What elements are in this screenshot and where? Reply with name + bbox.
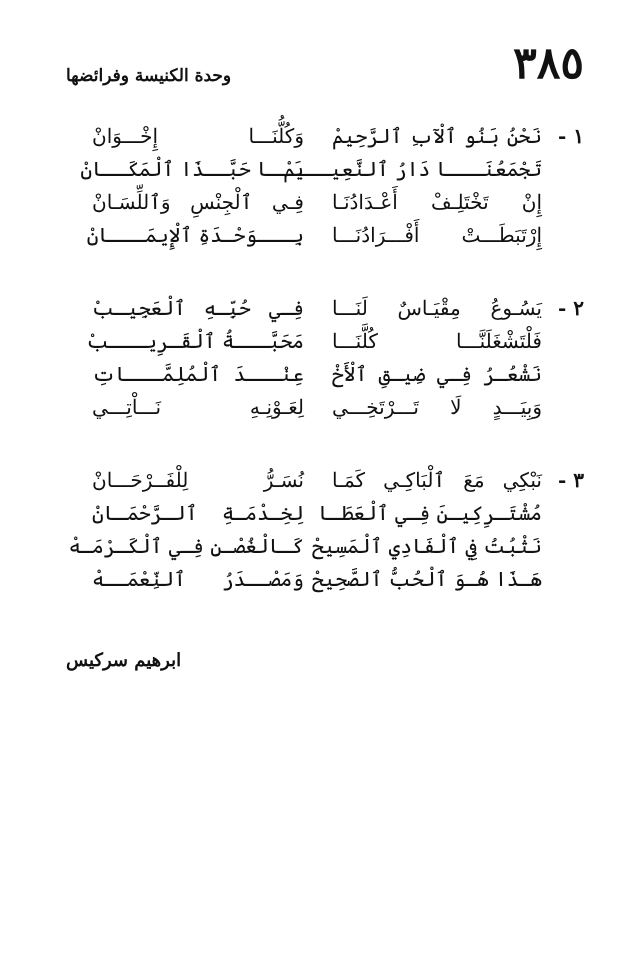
verse-line xyxy=(64,393,584,426)
verse-second-hemistich: نُسَـرُّ لِلْفَــرْحَـــانْ xyxy=(92,468,304,492)
stanza-number: ٢ - xyxy=(557,296,584,320)
verse-line xyxy=(64,221,584,254)
verse-line xyxy=(64,155,584,188)
verse-line xyxy=(64,188,584,221)
stanza-1 xyxy=(64,122,584,254)
verse-first-hemistich: نَشْعُـرُ فِـي ضِيـقِ ٱلْأَخْ xyxy=(332,362,542,386)
verse-first-hemistich: نَبْكِي مَعَ ٱلْبَاكِـي كَمَـا xyxy=(332,468,542,492)
verse-second-hemistich: كَـالْغُصْـنِ فِـي ٱلْكَـرْمَـهْ xyxy=(68,534,304,558)
verse-first-hemistich: وَبِيَـــدٍ لَا تَـــرْتَخِـــي xyxy=(332,395,542,419)
verse-second-hemistich: يَــا حَبَّــذَا ٱلْمَكَــانْ xyxy=(80,157,304,181)
verse-second-hemistich: لِخِـدْمَـةِ ٱلـرَّحْمَـانْ xyxy=(92,501,304,525)
stanza-3 xyxy=(64,466,584,598)
verse-line xyxy=(64,466,584,499)
verse-first-hemistich: نَحْنُ بَنُو ٱلْآبِ ٱلرَّحِيمْ xyxy=(332,124,542,148)
verse-first-hemistich: إِرْتَبَطَـــتْ أَفْـــرَادُنَـــا xyxy=(332,223,542,247)
verse-second-hemistich: وَكُلُّنَـــا إِخْـــوَانْ xyxy=(92,124,304,148)
verse-line xyxy=(64,122,584,155)
verse-first-hemistich: هَـذَا هُـوَ ٱلْحُبُّ ٱلصَّحِيحْ xyxy=(311,567,542,591)
verse-line xyxy=(64,499,584,532)
stanza-2 xyxy=(64,294,584,426)
verse-first-hemistich: فَلْتَشْغَلَنَّـــا كُلَّنَـــا xyxy=(332,329,542,353)
verse-second-hemistich: لِعَـوْنِـهِ نَـــاْتِـــي xyxy=(92,395,304,419)
running-header: وحدة الكنيسة وفرائضها xyxy=(66,66,232,86)
verse-line xyxy=(64,327,584,360)
verse-line xyxy=(64,294,584,327)
verse-second-hemistich: مَحَبَّـــةُ ٱلْقَـرِيـــبْ xyxy=(86,329,304,353)
verse-line xyxy=(64,360,584,393)
verse-second-hemistich: عِنْـــدَ ٱلْمُلِمَّـــاتِ xyxy=(92,362,304,386)
verse-first-hemistich: نَثْبُتُ فِي ٱلْفَادِي ٱلْمَسِيحْ xyxy=(311,534,542,558)
verse-second-hemistich: وَمَصْــدَرُ ٱلنِّعْمَــهْ xyxy=(92,567,304,591)
verse-line xyxy=(64,565,584,598)
stanza-number: ١ - xyxy=(557,124,584,148)
verse-second-hemistich: فِـي حُبِّـهِ ٱلْعَجِيـبْ xyxy=(92,296,304,320)
verse-line xyxy=(64,532,584,565)
verse-first-hemistich: مُشْتَـرِكِيـنَ فِـي ٱلْعَطَـا xyxy=(318,501,542,525)
page-number: ٣٨٥ xyxy=(513,38,584,89)
verse-second-hemistich: بِـــوَحْـدَةِ ٱلْإِيمَـــانْ xyxy=(86,223,304,247)
verse-second-hemistich: فِـي ٱلْجِنْسِ وَٱللِّسَـانْ xyxy=(92,190,304,214)
stanza-number: ٣ - xyxy=(557,468,584,492)
verse-first-hemistich: يَسُـوعُ مِقْيَـاسٌ لَنَـــا xyxy=(332,296,542,320)
verse-first-hemistich: تَجْمَعُنَـــا دَارُ ٱلنَّعِيـــمْ xyxy=(283,157,542,181)
author-signature: ابرهيم سركيس xyxy=(66,650,182,671)
verse-first-hemistich: إِنْ تَخْتَلِـفْ أَعْـدَادُنَـا xyxy=(332,190,542,214)
